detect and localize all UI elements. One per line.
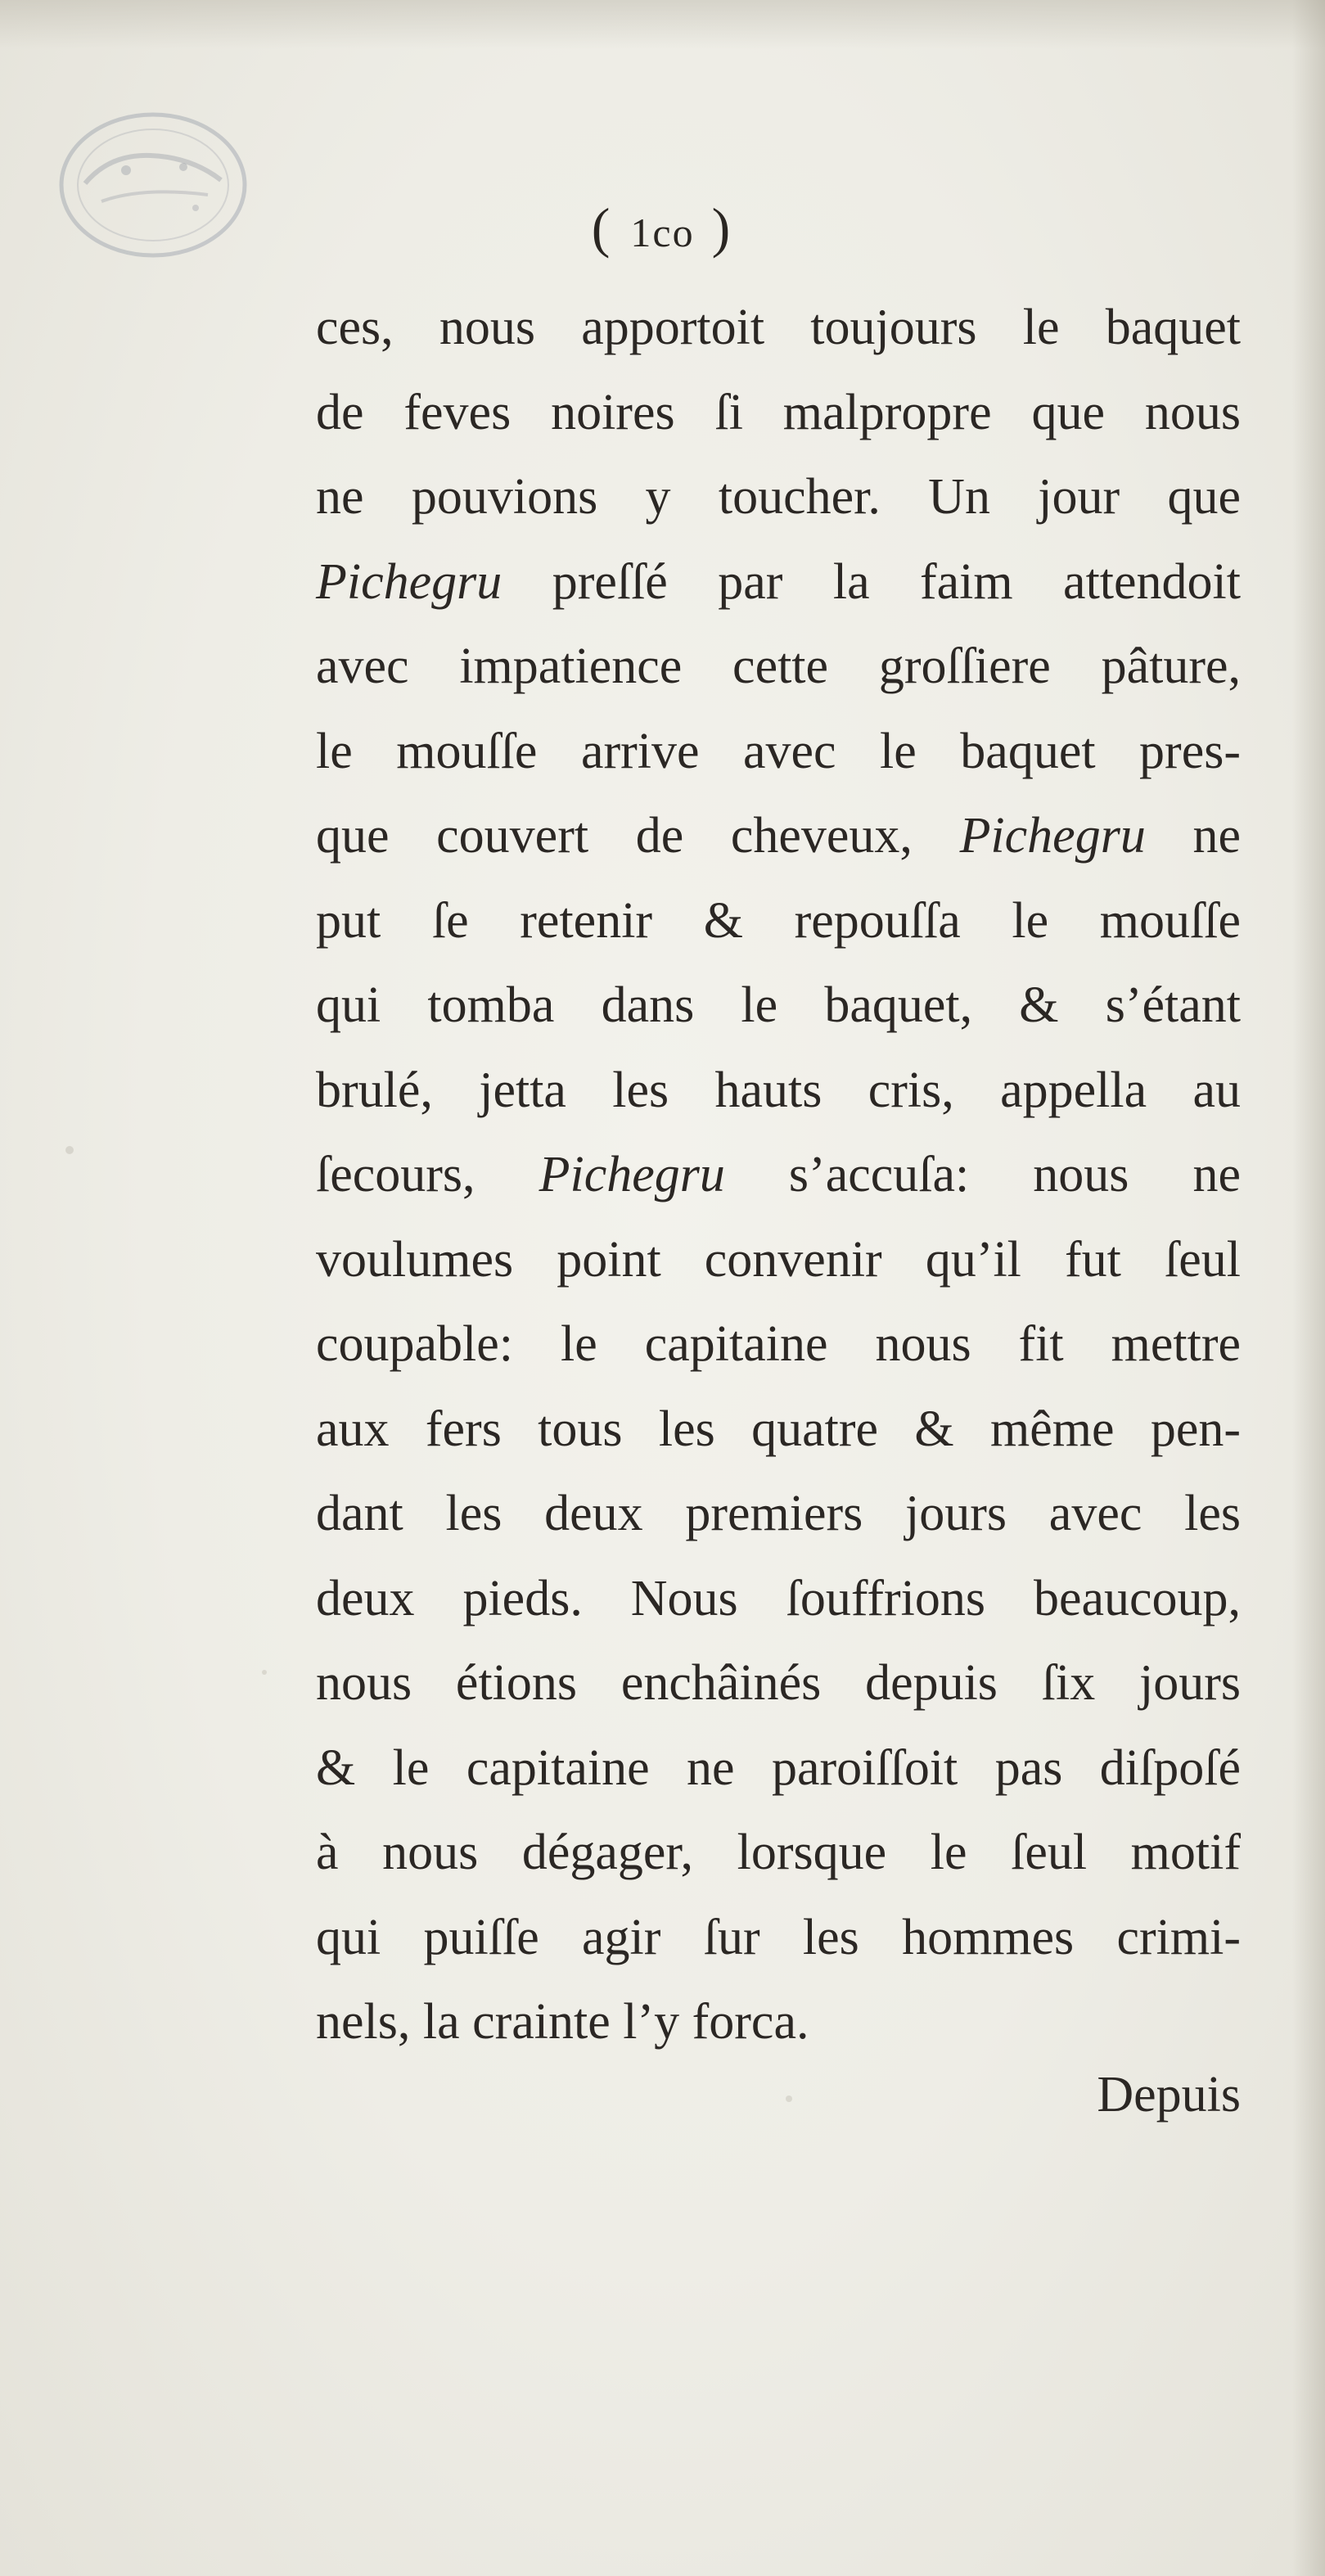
text-line	[316, 1726, 1241, 1811]
text-run: de feves noires ſi malpropre que nous	[316, 384, 1241, 440]
text-line	[316, 1641, 1241, 1726]
text-run: put ſe retenir & repouſſa le mouſſe	[316, 892, 1241, 949]
text-line	[316, 1557, 1241, 1642]
text-line	[316, 1472, 1241, 1557]
italic-name: Pichegru	[539, 1147, 725, 1202]
page-number-value: 1co	[630, 210, 695, 255]
text-line	[316, 1049, 1241, 1134]
text-run: aux fers tous les quatre & même pen-	[316, 1401, 1241, 1457]
text-line	[316, 371, 1241, 456]
text-run: coupable: le capitaine nous fit mettre	[316, 1316, 1241, 1372]
text-run: & le capitaine ne paroiſſoit pas diſpoſé	[316, 1739, 1241, 1796]
text-line	[316, 963, 1241, 1049]
text-run: qui tomba dans le baquet, & s’étant	[316, 977, 1241, 1033]
text-line	[316, 1387, 1241, 1473]
text-run: dant les deux premiers jours avec les	[316, 1486, 1241, 1541]
text-line	[316, 1811, 1241, 1896]
text-run: brulé, jetta les hauts cris, appella au	[316, 1062, 1241, 1118]
page-number	[0, 187, 1325, 273]
text-run: ſecours,	[316, 1147, 539, 1202]
text-line	[316, 1980, 1241, 2065]
text-line	[316, 625, 1241, 710]
text-run: voulumes point convenir qu’il fut ſeul	[316, 1231, 1241, 1288]
body-text	[316, 286, 1241, 2065]
text-line	[316, 710, 1241, 795]
text-line	[316, 540, 1241, 625]
text-run: qui puiſſe agir ſur les hommes crimi-	[316, 1909, 1241, 1965]
italic-name: Pichegru	[959, 808, 1146, 864]
text-run: à nous dégager, lorsque le ſeul motif	[316, 1825, 1241, 1880]
text-run: deux pieds. Nous ſouffrions beaucoup,	[316, 1570, 1241, 1626]
text-line	[316, 879, 1241, 964]
text-line	[316, 1896, 1241, 1981]
text-line	[316, 1218, 1241, 1303]
text-run: que couvert de cheveux,	[316, 808, 960, 864]
text-line	[316, 455, 1241, 540]
text-run: preſſé par la faim attendoit	[502, 553, 1241, 610]
text-run: s’accuſa: nous ne	[724, 1147, 1241, 1202]
text-run: avec impatience cette groſſiere pâture,	[316, 638, 1241, 694]
text-line	[316, 286, 1241, 371]
text-run: nous étions enchâinés depuis ſix jours	[316, 1655, 1241, 1711]
page-number-open-paren: (	[591, 196, 614, 259]
text-run: ne	[1145, 808, 1241, 864]
page-number-close-paren: )	[711, 196, 734, 259]
text-run: ne pouvions y toucher. Un jour que	[316, 469, 1241, 525]
text-line	[316, 794, 1241, 879]
catchword: Depuis	[1097, 2067, 1241, 2123]
italic-name: Pichegru	[316, 553, 503, 610]
text-line	[316, 1302, 1241, 1387]
text-run: ces, nous apportoit toujours le baquet	[316, 300, 1241, 355]
text-run: le mouſſe arrive avec le baquet pres-	[316, 723, 1241, 779]
text-run: nels, la crainte l’y forca.	[316, 1994, 809, 2050]
text-line	[316, 1133, 1241, 1218]
